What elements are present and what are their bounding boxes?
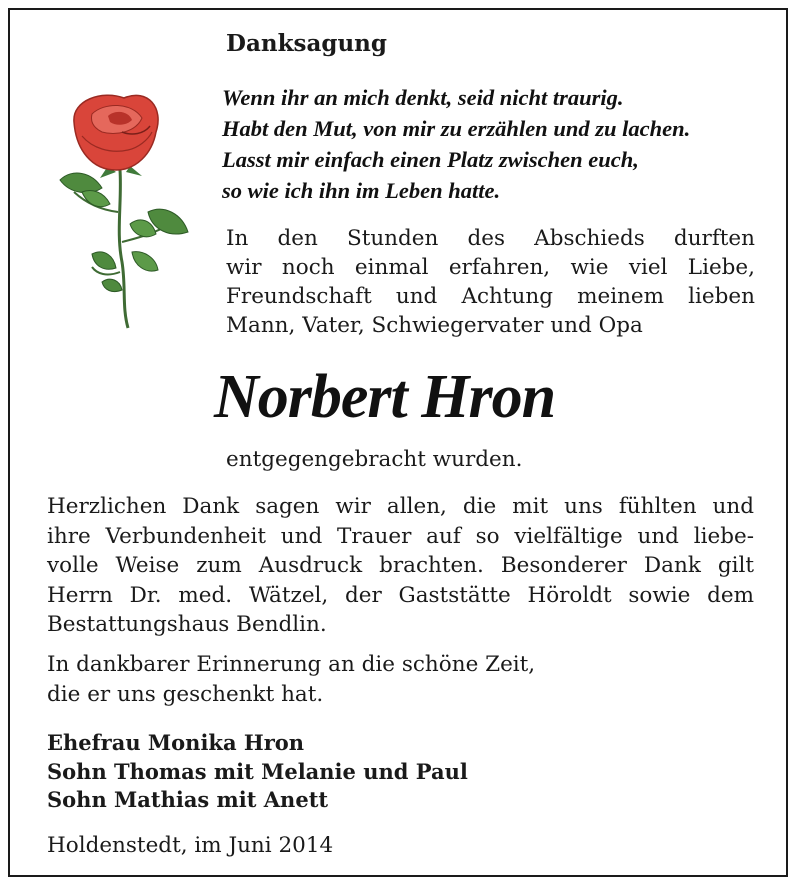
intro-line: wir noch einmal erfahren, wie viel Liebe, [226, 255, 755, 280]
poem-line: Wenn ihr an mich denkt, seid nicht traurig. [222, 85, 624, 110]
family-member: Sohn Mathias mit Anett [47, 787, 329, 812]
thanks-line: Herrn Dr. med. Wätzel, der Gaststätte Höroldt sowie dem [47, 582, 754, 608]
place-date: Holdenstedt, im Juni 2014 [47, 833, 334, 858]
family-signatures [47, 729, 468, 815]
intro-line: Mann, Vater, Schwiegervater und Opa [226, 313, 643, 338]
intro-paragraph [226, 224, 755, 340]
thanks-line: Herzlichen Dank sagen wir allen, die mit uns fühlten und [47, 494, 754, 519]
memory-line: In dankbarer Erinnerung an die schöne Zeit, [47, 652, 536, 677]
deceased-name: Norbert Hron [214, 363, 556, 431]
family-member: Ehefrau Monika Hron [47, 730, 305, 755]
rose-icon [52, 92, 202, 332]
memory-line: die er uns geschenkt hat. [47, 681, 324, 707]
memory-text [47, 650, 535, 709]
poem-line: Habt den Mut, von mir zu erzählen und zu lachen. [222, 116, 691, 141]
notice-heading: Danksagung [226, 30, 387, 57]
thanks-line: Bestattungshaus Bendlin. [47, 612, 327, 637]
poem-line: so wie ich ihn im Leben hatte. [222, 178, 501, 203]
family-member: Sohn Thomas mit Melanie und Paul [47, 758, 468, 784]
thanks-line: ihre Verbundenheit und Trauer auf so vielfältige und liebe- [47, 523, 754, 549]
poem-line: Lasst mir einfach einen Platz zwischen euch, [222, 147, 639, 172]
poem [222, 82, 690, 206]
thanks-line: volle Weise zum Ausdruck brachten. Besonderer Dank gilt [47, 553, 754, 578]
thanks-paragraph [47, 492, 754, 640]
intro-line: Freundschaft und Achtung meinem lieben [226, 284, 755, 309]
intro-line: In den Stunden des Abschieds durften [226, 226, 755, 251]
after-name-text: entgegengebracht wurden. [226, 447, 523, 472]
